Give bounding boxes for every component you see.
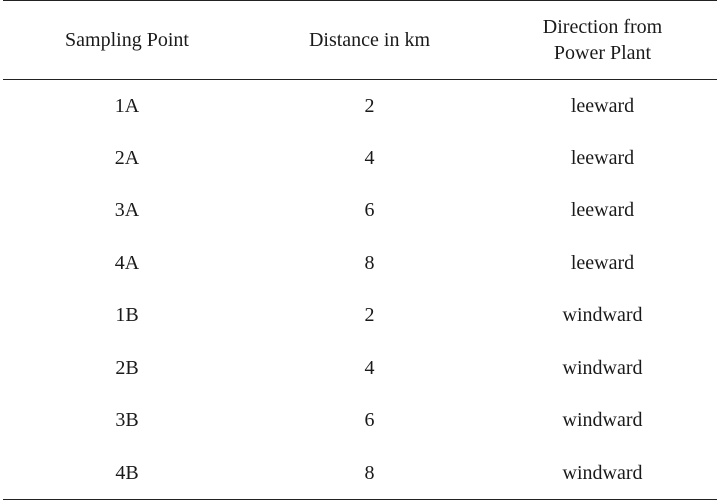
cell-distance: 2	[364, 304, 375, 327]
header-direction-line1: Direction from	[542, 16, 663, 38]
header-distance: Distance in km	[251, 1, 488, 80]
table-row	[3, 185, 717, 238]
table-row	[3, 342, 717, 395]
header-direction-line2: Power Plant	[553, 42, 652, 64]
header-sampling-point: Sampling Point	[3, 1, 251, 80]
cell-point: 3A	[114, 199, 140, 222]
cell-direction: windward	[562, 356, 643, 379]
cell-point: 4A	[114, 251, 140, 274]
cell-distance: 4	[364, 146, 375, 169]
cell-direction: leeward	[570, 199, 635, 222]
table-row	[3, 237, 717, 290]
cell-point: 2A	[114, 146, 140, 169]
sampling-points-table	[3, 0, 717, 500]
cell-distance: 6	[364, 409, 375, 432]
table-row	[3, 447, 717, 500]
header-row	[3, 1, 717, 80]
table-row	[3, 395, 717, 448]
cell-direction: windward	[562, 409, 643, 432]
table-row	[3, 290, 717, 343]
cell-direction: leeward	[570, 251, 635, 274]
header-direction	[488, 1, 717, 80]
cell-direction: windward	[562, 304, 643, 327]
cell-direction: windward	[488, 447, 717, 500]
cell-distance: 8	[364, 251, 375, 274]
cell-distance: 8	[251, 447, 488, 500]
cell-distance: 6	[364, 199, 375, 222]
table-row	[3, 80, 717, 133]
table-body	[3, 80, 717, 500]
cell-point: 1B	[115, 304, 139, 327]
cell-distance: 2	[364, 94, 375, 117]
sampling-points-table-container	[3, 0, 717, 500]
table-header	[3, 1, 717, 80]
cell-point: 3B	[115, 409, 139, 432]
cell-direction: leeward	[570, 146, 635, 169]
table-row	[3, 132, 717, 185]
cell-point: 2B	[115, 356, 139, 379]
cell-direction: leeward	[570, 94, 635, 117]
cell-point: 4B	[3, 447, 251, 500]
cell-point: 1A	[114, 94, 140, 117]
cell-distance: 4	[364, 356, 375, 379]
